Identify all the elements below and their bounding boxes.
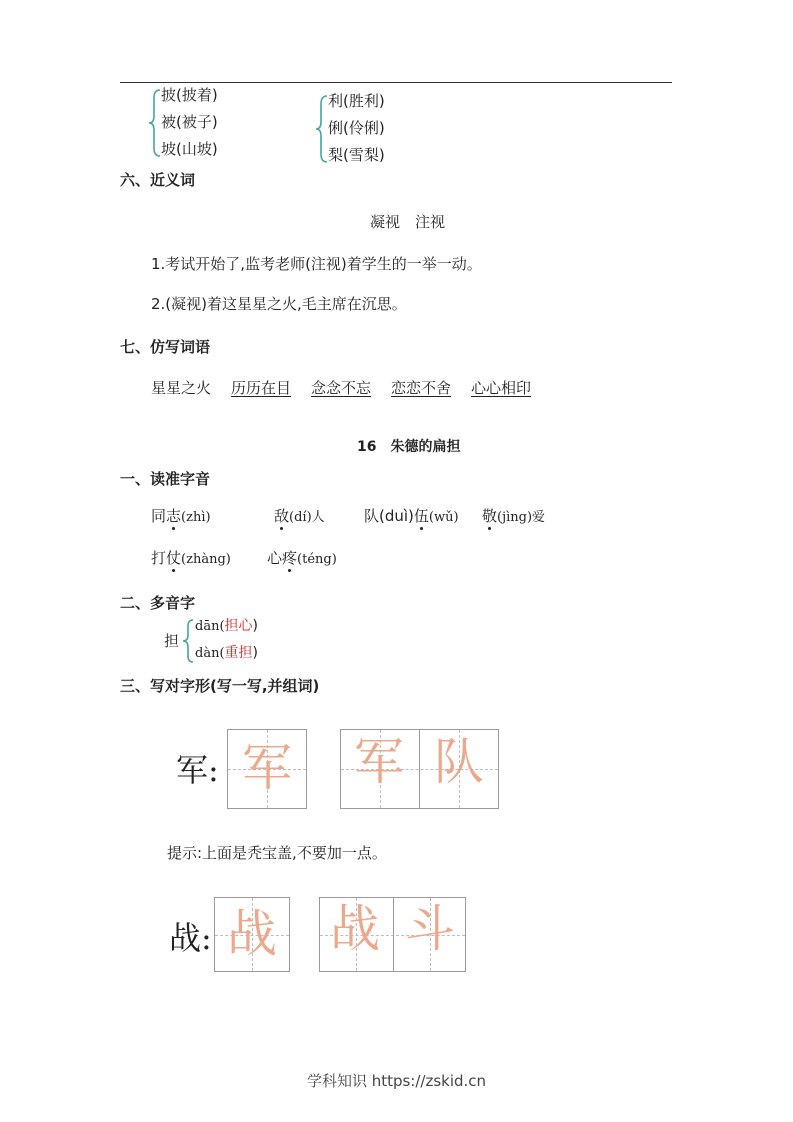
- trace-char-jun: 军: [242, 739, 292, 797]
- polyphone-reading-1: dān(担心): [195, 618, 258, 634]
- sentence-1: 1.考试开始了,监考老师(注视)着学生的一举一动。: [151, 255, 482, 273]
- pronounce-item: 心疼(téng): [267, 549, 337, 567]
- pronounce-item: 同志(zhì): [151, 507, 211, 525]
- polyphone-char: 担: [164, 632, 180, 650]
- lesson-s3-heading: 三、写对字形(写一写,并组词): [120, 677, 320, 695]
- trace-char-zhan: 战: [227, 905, 277, 963]
- char-label-jun: 军:: [176, 751, 219, 789]
- left-item-1: 披(披着): [161, 86, 218, 104]
- lesson-s2-heading: 二、多音字: [120, 594, 196, 612]
- word-char-2: 斗: [405, 900, 455, 958]
- brace-right-icon: [315, 94, 329, 164]
- phrase-answer-4: 心心相印: [471, 379, 532, 397]
- left-item-3: 坡(山坡): [161, 140, 218, 158]
- phrase-answer-2: 念念不忘: [311, 379, 372, 397]
- phrase-answer-1: 历历在目: [231, 379, 292, 397]
- footer-watermark: 学科知识 https://zskid.cn: [306, 1072, 487, 1090]
- lesson-s1-heading: 一、读准字音: [120, 470, 211, 488]
- pronounce-item: 敌(dí)人: [274, 507, 325, 525]
- section6-heading: 六、近义词: [120, 171, 196, 189]
- right-item-1: 利(胜利): [328, 92, 385, 110]
- word-char-2: 队: [434, 733, 484, 791]
- sentence-2: 2.(凝视)着这星星之火,毛主席在沉思。: [151, 295, 407, 313]
- word-char-1: 军: [354, 733, 404, 791]
- right-item-2: 俐(伶俐): [328, 119, 385, 137]
- polyphone-reading-2: dàn(重担): [195, 645, 258, 661]
- phrase-example: 星星之火: [151, 379, 212, 397]
- lesson-title: 16 朱德的扁担: [357, 439, 461, 455]
- char-label-zhan: 战:: [169, 919, 212, 957]
- pronounce-item: 敬(jìng)爱: [482, 507, 546, 525]
- word-bank: 凝视 注视: [370, 213, 446, 231]
- section7-heading: 七、仿写词语: [120, 338, 211, 356]
- brace-left-icon: [148, 88, 162, 158]
- brace-polyphone-icon: [181, 618, 195, 664]
- left-item-2: 被(被子): [161, 113, 218, 131]
- pronounce-item: 队(duì)伍(wǔ): [364, 507, 459, 525]
- pronounce-item: 打仗(zhàng): [151, 549, 231, 567]
- phrase-answer-3: 恋恋不舍: [391, 379, 452, 397]
- right-item-3: 梨(雪梨): [328, 146, 385, 164]
- header-rule: [120, 82, 672, 83]
- tip-text: 提示:上面是秃宝盖,不要加一点。: [167, 844, 387, 862]
- word-char-1: 战: [330, 900, 380, 958]
